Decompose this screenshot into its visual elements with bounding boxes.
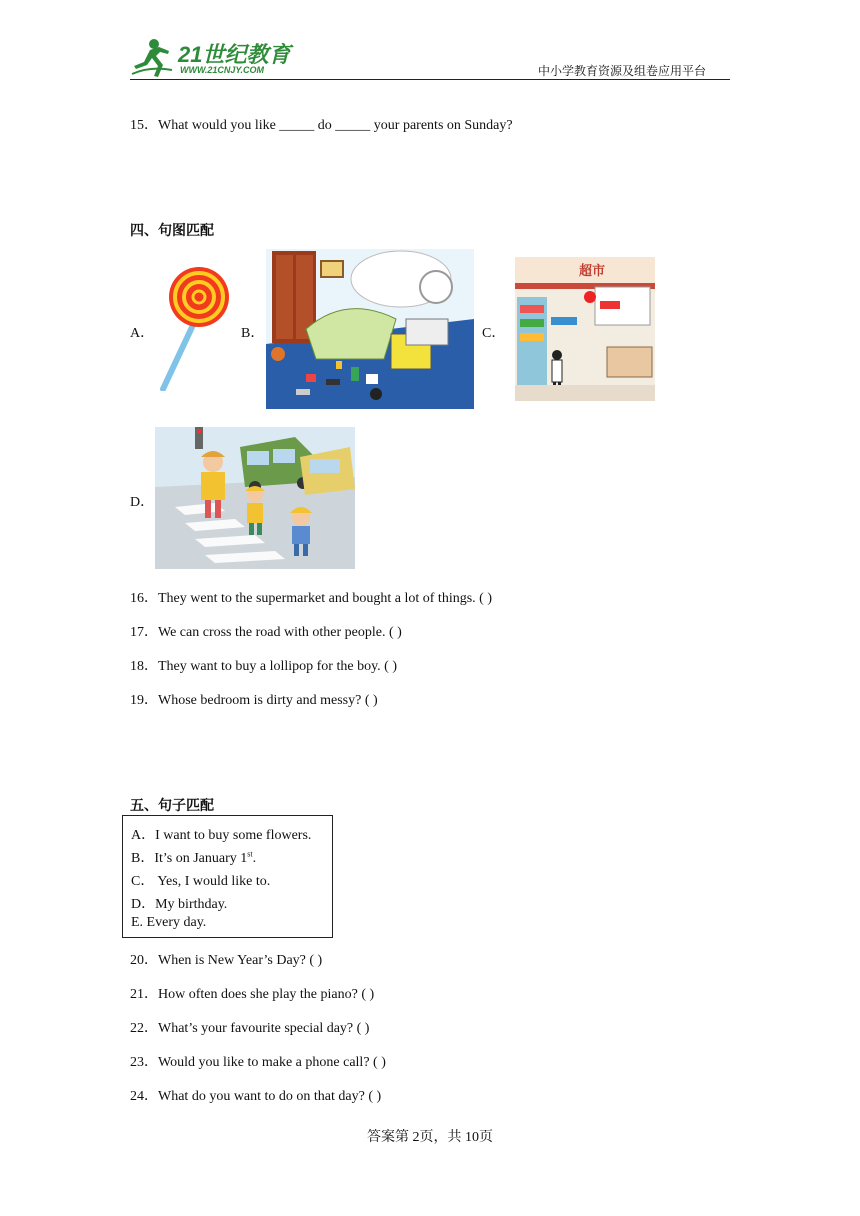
option-label-b: B． <box>241 326 265 341</box>
question-22: 22．What’s your favourite special day? ( ) <box>130 1021 370 1036</box>
question-23: 23．Would you like to make a phone call? ( ) <box>130 1055 386 1070</box>
crossing-road-image <box>155 427 355 569</box>
supermarket-sign: 超市 <box>579 264 606 279</box>
option-b-sup: st <box>247 849 253 859</box>
question-17: 17．We can cross the road with other people. ( ) <box>130 625 402 640</box>
logo-url: WWW.21CNJY.COM <box>180 65 265 75</box>
option-b-end: . <box>252 851 257 866</box>
option-label-d: D． <box>130 495 155 510</box>
question-21: 21．How often does she play the piano? ( ) <box>130 987 375 1002</box>
section-4-title: 四、句图匹配 <box>130 223 214 239</box>
header-right-text: 中小学教育资源及组卷应用平台 <box>538 64 707 78</box>
section-5-title: 五、句子匹配 <box>130 798 214 814</box>
header-divider <box>130 79 730 80</box>
lollipop-image <box>155 265 232 391</box>
question-16: 16．They went to the supermarket and bought a lot of things. ( ) <box>130 591 492 606</box>
option-label-a: A． <box>130 326 155 341</box>
options-box <box>122 815 333 938</box>
page-footer: 答案第 2页，共 10页 <box>367 1130 493 1145</box>
option-label-c: C． <box>482 326 506 341</box>
option-b-text: B．It’s on January 1 <box>131 851 248 866</box>
logo-title: 21世纪教育 <box>178 42 291 67</box>
runner-logo-icon <box>130 36 174 78</box>
option-d: D．My birthday. <box>131 897 228 912</box>
question-19: 19．Whose bedroom is dirty and messy? ( ) <box>130 693 378 708</box>
question-18: 18．They want to buy a lollipop for the boy. ( ) <box>130 659 397 674</box>
header-logo <box>130 36 300 78</box>
option-e: E. Every day. <box>131 915 207 930</box>
supermarket-image <box>515 257 655 401</box>
option-c: C． Yes, I would like to. <box>131 874 271 889</box>
question-24: 24．What do you want to do on that day? ( ) <box>130 1089 382 1104</box>
messy-bedroom-image <box>266 249 474 409</box>
option-a: A．I want to buy some flowers. <box>131 828 312 843</box>
option-b <box>131 847 256 867</box>
question-20: 20．When is New Year’s Day? ( ) <box>130 953 323 968</box>
question-15: 15．What would you like _____ do _____ your parents on Sunday? <box>130 118 513 133</box>
